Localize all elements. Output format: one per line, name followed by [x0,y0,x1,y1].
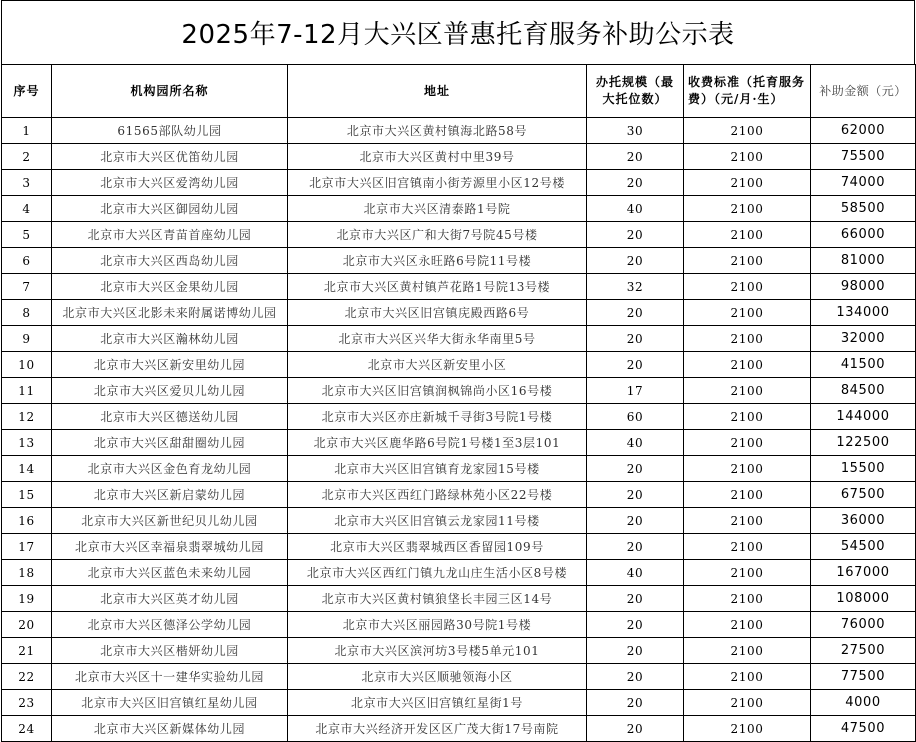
table-row [2,664,916,690]
cell-index[interactable]: 13 [2,430,52,456]
cell-index[interactable]: 3 [2,170,52,196]
cell-address[interactable]: 北京市大兴区新安里小区 [288,352,587,378]
cell-scale[interactable]: 20 [587,248,684,274]
cell-scale[interactable]: 20 [587,300,684,326]
page-title: 2025年7-12月大兴区普惠托育服务补助公示表 [181,20,735,50]
cell-scale[interactable]: 20 [587,586,684,612]
cell-name[interactable]: 北京市大兴区优笛幼儿园 [52,144,288,170]
cell-subsidy[interactable]: 32000 [811,326,916,352]
cell-fee[interactable]: 2100 [684,560,811,586]
cell-fee[interactable]: 2100 [684,456,811,482]
cell-subsidy[interactable]: 62000 [811,118,916,144]
cell-scale[interactable]: 20 [587,612,684,638]
cell-index[interactable]: 18 [2,560,52,586]
cell-name[interactable]: 北京市大兴区新启蒙幼儿园 [52,482,288,508]
cell-index[interactable]: 23 [2,690,52,716]
cell-subsidy[interactable]: 134000 [811,300,916,326]
cell-fee[interactable]: 2100 [684,118,811,144]
cell-scale[interactable]: 20 [587,482,684,508]
table-row [2,560,916,586]
cell-name[interactable]: 北京市大兴区西岛幼儿园 [52,248,288,274]
cell-index[interactable]: 9 [2,326,52,352]
cell-address[interactable]: 北京市大兴区滨河坊3号楼5单元101 [288,638,587,664]
cell-fee[interactable]: 2100 [684,430,811,456]
cell-scale[interactable]: 20 [587,456,684,482]
cell-scale[interactable]: 20 [587,534,684,560]
cell-scale[interactable]: 40 [587,430,684,456]
cell-subsidy[interactable]: 77500 [811,664,916,690]
cell-fee[interactable]: 2100 [684,352,811,378]
header-name[interactable]: 机构园所名称 [52,65,288,118]
cell-fee[interactable]: 2100 [684,248,811,274]
cell-index[interactable]: 20 [2,612,52,638]
cell-address[interactable]: 北京市大兴区黄村镇海北路58号 [288,118,587,144]
cell-name[interactable]: 北京市大兴区幸福泉翡翠城幼儿园 [52,534,288,560]
cell-name[interactable]: 北京市大兴区德送幼儿园 [52,404,288,430]
cell-scale[interactable]: 60 [587,404,684,430]
table-row [2,482,916,508]
table-row [2,196,916,222]
header-index[interactable]: 序号 [2,65,52,118]
cell-subsidy[interactable]: 81000 [811,248,916,274]
cell-scale[interactable]: 20 [587,326,684,352]
table-row [2,508,916,534]
cell-fee[interactable]: 2100 [684,144,811,170]
cell-scale[interactable]: 20 [587,144,684,170]
cell-fee[interactable]: 2100 [684,274,811,300]
cell-index[interactable]: 22 [2,664,52,690]
cell-index[interactable]: 6 [2,248,52,274]
table-row [2,612,916,638]
cell-fee[interactable]: 2100 [684,300,811,326]
cell-name[interactable]: 北京市大兴区青苗首座幼儿园 [52,222,288,248]
table-row [2,326,916,352]
table-row [2,690,916,716]
cell-index[interactable]: 2 [2,144,52,170]
cell-index[interactable]: 14 [2,456,52,482]
cell-subsidy[interactable]: 122500 [811,430,916,456]
table-row [2,716,916,742]
cell-index[interactable]: 12 [2,404,52,430]
table-row [2,378,916,404]
cell-name[interactable]: 北京市大兴区爱贝儿幼儿园 [52,378,288,404]
table-row [2,638,916,664]
cell-fee[interactable]: 2100 [684,586,811,612]
cell-address[interactable]: 北京市大兴区黄村镇芦花路1号院13号楼 [288,274,587,300]
cell-subsidy[interactable]: 75500 [811,144,916,170]
cell-subsidy[interactable]: 98000 [811,274,916,300]
cell-scale[interactable]: 20 [587,664,684,690]
cell-subsidy[interactable]: 108000 [811,586,916,612]
cell-address[interactable]: 北京市大兴区旧宫镇云龙家园11号楼 [288,508,587,534]
cell-address[interactable]: 北京市大兴区西红门镇九龙山庄生活小区8号楼 [288,560,587,586]
cell-subsidy[interactable]: 41500 [811,352,916,378]
cell-address[interactable]: 北京市大兴区兴华大街永华南里5号 [288,326,587,352]
cell-address[interactable]: 北京市大兴区顺驰领海小区 [288,664,587,690]
cell-index[interactable]: 11 [2,378,52,404]
table-row [2,274,916,300]
cell-address[interactable]: 北京市大兴区清泰路1号院 [288,196,587,222]
cell-scale[interactable]: 40 [587,560,684,586]
subsidy-table [1,64,916,742]
cell-fee[interactable]: 2100 [684,508,811,534]
table-row [2,222,916,248]
cell-subsidy[interactable]: 76000 [811,612,916,638]
cell-address[interactable]: 北京市大兴经济开发区区广茂大街17号南院 [288,716,587,742]
cell-address[interactable]: 北京市大兴区永旺路6号院11号楼 [288,248,587,274]
header-row [2,65,916,118]
cell-scale[interactable]: 20 [587,352,684,378]
table-row [2,170,916,196]
cell-subsidy[interactable]: 54500 [811,534,916,560]
header-subsidy[interactable]: 补助金额（元） [811,65,916,118]
cell-scale[interactable]: 20 [587,716,684,742]
cell-address[interactable]: 北京市大兴区旧宫镇育龙家园15号楼 [288,456,587,482]
cell-name[interactable]: 北京市大兴区金色育龙幼儿园 [52,456,288,482]
cell-address[interactable]: 北京市大兴区黄村镇狼垡长丰园三区14号 [288,586,587,612]
cell-fee[interactable]: 2100 [684,170,811,196]
cell-address[interactable]: 北京市大兴区鹿华路6号院1号楼1至3层101 [288,430,587,456]
cell-fee[interactable]: 2100 [684,222,811,248]
cell-name[interactable]: 北京市大兴区爱湾幼儿园 [52,170,288,196]
cell-index[interactable]: 21 [2,638,52,664]
cell-fee[interactable]: 2100 [684,612,811,638]
cell-index[interactable]: 10 [2,352,52,378]
cell-scale[interactable]: 40 [587,196,684,222]
cell-subsidy[interactable]: 67500 [811,482,916,508]
cell-subsidy[interactable]: 66000 [811,222,916,248]
cell-fee[interactable]: 2100 [684,378,811,404]
cell-address[interactable]: 北京市大兴区丽园路30号院1号楼 [288,612,587,638]
cell-fee[interactable]: 2100 [684,196,811,222]
cell-subsidy[interactable]: 58500 [811,196,916,222]
cell-name[interactable]: 北京市大兴区旧宫镇红星幼儿园 [52,690,288,716]
cell-address[interactable]: 北京市大兴区广和大街7号院45号楼 [288,222,587,248]
cell-scale[interactable]: 20 [587,690,684,716]
cell-name[interactable]: 北京市大兴区瀚林幼儿园 [52,326,288,352]
table-row [2,248,916,274]
cell-address[interactable]: 北京市大兴区旧宫镇红星街1号 [288,690,587,716]
header-address[interactable]: 地址 [288,65,587,118]
cell-subsidy[interactable]: 47500 [811,716,916,742]
table-row [2,430,916,456]
cell-address[interactable]: 北京市大兴区亦庄新城千寻街3号院1号楼 [288,404,587,430]
table-row [2,118,916,144]
cell-fee[interactable]: 2100 [684,690,811,716]
cell-name[interactable]: 北京市大兴区北影未来附属诺博幼儿园 [52,300,288,326]
cell-name[interactable]: 北京市大兴区蓝色未来幼儿园 [52,560,288,586]
cell-name[interactable]: 61565部队幼儿园 [52,118,288,144]
table-row [2,586,916,612]
cell-subsidy[interactable]: 167000 [811,560,916,586]
cell-name[interactable]: 北京市大兴区御园幼儿园 [52,196,288,222]
cell-scale[interactable]: 20 [587,222,684,248]
header-fee[interactable]: 收费标准（托育服务费）（元/月·生） [684,65,811,118]
cell-subsidy[interactable]: 74000 [811,170,916,196]
cell-address[interactable]: 北京市大兴区旧宫镇南小街芳源里小区12号楼 [288,170,587,196]
cell-scale[interactable]: 32 [587,274,684,300]
cell-index[interactable]: 17 [2,534,52,560]
cell-scale[interactable]: 17 [587,378,684,404]
cell-index[interactable]: 1 [2,118,52,144]
cell-name[interactable]: 北京市大兴区金果幼儿园 [52,274,288,300]
table-row [2,534,916,560]
cell-fee[interactable]: 2100 [684,482,811,508]
cell-index[interactable]: 15 [2,482,52,508]
cell-address[interactable]: 北京市大兴区黄村中里39号 [288,144,587,170]
cell-fee[interactable]: 2100 [684,716,811,742]
cell-fee[interactable]: 2100 [684,534,811,560]
cell-index[interactable]: 4 [2,196,52,222]
cell-fee[interactable]: 2100 [684,638,811,664]
cell-subsidy[interactable]: 4000 [811,690,916,716]
title-cell[interactable] [1,0,915,64]
cell-name[interactable]: 北京市大兴区德泽公学幼儿园 [52,612,288,638]
table-row [2,456,916,482]
cell-name[interactable]: 北京市大兴区新世纪贝儿幼儿园 [52,508,288,534]
table-row [2,352,916,378]
cell-index[interactable]: 16 [2,508,52,534]
cell-name[interactable]: 北京市大兴区楷妍幼儿园 [52,638,288,664]
cell-address[interactable]: 北京市大兴区旧宫镇润枫锦尚小区16号楼 [288,378,587,404]
cell-name[interactable]: 北京市大兴区十一建华实验幼儿园 [52,664,288,690]
cell-index[interactable]: 8 [2,300,52,326]
cell-address[interactable]: 北京市大兴区旧宫镇庑殿西路6号 [288,300,587,326]
cell-index[interactable]: 24 [2,716,52,742]
cell-subsidy[interactable]: 36000 [811,508,916,534]
cell-scale[interactable]: 30 [587,118,684,144]
cell-subsidy[interactable]: 144000 [811,404,916,430]
table-row [2,404,916,430]
cell-name[interactable]: 北京市大兴区新媒体幼儿园 [52,716,288,742]
header-scale[interactable]: 办托规模（最大托位数） [587,65,684,118]
cell-address[interactable]: 北京市大兴区翡翠城西区香留园109号 [288,534,587,560]
cell-name[interactable]: 北京市大兴区甜甜圈幼儿园 [52,430,288,456]
cell-subsidy[interactable]: 15500 [811,456,916,482]
cell-index[interactable]: 19 [2,586,52,612]
cell-fee[interactable]: 2100 [684,326,811,352]
cell-name[interactable]: 北京市大兴区新安里幼儿园 [52,352,288,378]
cell-scale[interactable]: 20 [587,170,684,196]
table-row [2,300,916,326]
cell-scale[interactable]: 20 [587,508,684,534]
cell-scale[interactable]: 20 [587,638,684,664]
cell-fee[interactable]: 2100 [684,404,811,430]
table-row [2,144,916,170]
cell-fee[interactable]: 2100 [684,664,811,690]
cell-address[interactable]: 北京市大兴区西红门路绿林苑小区22号楼 [288,482,587,508]
cell-index[interactable]: 5 [2,222,52,248]
cell-index[interactable]: 7 [2,274,52,300]
cell-subsidy[interactable]: 27500 [811,638,916,664]
cell-subsidy[interactable]: 84500 [811,378,916,404]
cell-name[interactable]: 北京市大兴区英才幼儿园 [52,586,288,612]
